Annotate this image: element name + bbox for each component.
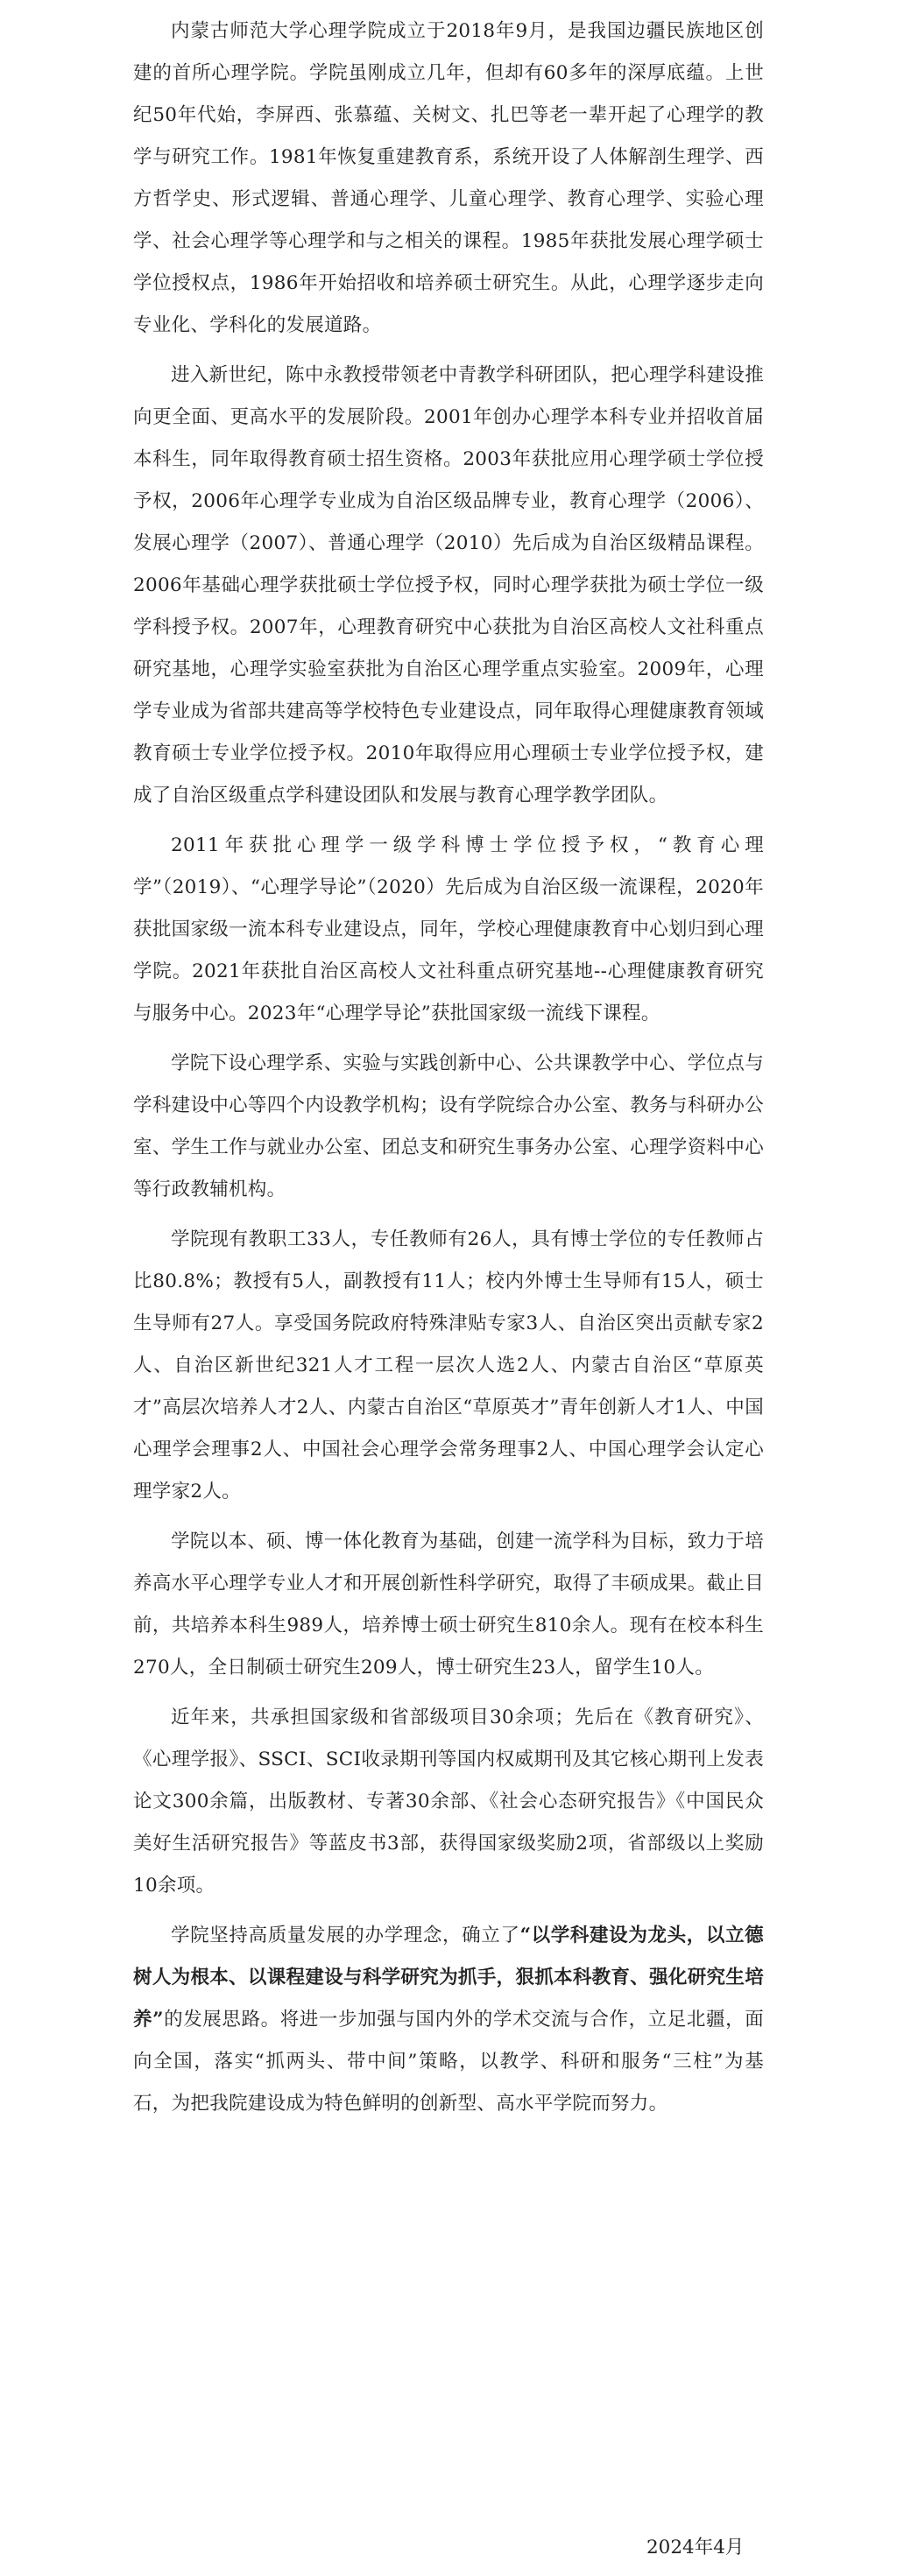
document-date: 2024年4月: [646, 2537, 745, 2558]
paragraph-founding: 内蒙古师范大学心理学院成立于2018年9月，是我国边疆民族地区创建的首所心理学院。学院虽刚成立几年，但却有60多年的深厚底蕴。上世纪50年代始，李屏西、张慕蕴、关树文、扎巴等老一辈开起了心理学的教学与研究工作。1981年恢复重建教育系，系统开设了人体解剖生理学、西方哲学史、形式逻辑、普通心理学、儿童心理学、教育心理学、实验心理学、社会心理学等心理学和与之相关的课程。1985年获批发展心理学硕士学位授权点，1986年开始招收和培养硕士研究生。从此，心理学逐步走向专业化、学科化的发展道路。: [133, 20, 764, 336]
paragraph-new-century: 进入新世纪，陈中永教授带领老中青教学科研团队，把心理学科建设推向更全面、更高水平的发展阶段。2001年创办心理学本科专业并招收首届本科生，同年取得教育硕士招生资格。2003年获批应用心理学硕士学位授予权，2006年心理学专业成为自治区级品牌专业，教育心理学（2006）、发展心理学（2007）、普通心理学（2010）先后成为自治区级精品课程。2006年基础心理学获批硕士学位授予权，同时心理学获批为硕士学位一级学科授予权。2007年，心理教育研究中心获批为自治区高校人文社科重点研究基地，心理学实验室获批为自治区心理学重点实验室。2009年，心理学专业成为省部共建高等学校特色专业建设点，同年取得心理健康教育领域教育硕士专业学位授予权。2010年取得应用心理硕士专业学位授予权，建成了自治区级重点学科建设团队和发展与教育心理学教学团队。: [133, 364, 764, 806]
closing-lead-text: 学院坚持高质量发展的办学理念，确立了: [171, 1925, 520, 1946]
paragraph-research: 近年来，共承担国家级和省部级项目30余项；先后在《教育研究》、《心理学报》、SSCI、SCI收录期刊等国内权威期刊及其它核心期刊上发表论文300余篇，出版教材、专著30余部、《社会心态研究报告》《中国民众美好生活研究报告》等蓝皮书3部，获得国家级奖励2项，省部级以上奖励10余项。: [133, 1707, 764, 1897]
document-body: [133, 11, 764, 2133]
paragraph-doctoral-program: 2011年获批心理学一级学科博士学位授予权，“教育心理学”（2019）、“心理学导论”（2020）先后成为自治区级一流课程，2020年获批国家级一流本科专业建设点，同年，学校心理健康教育中心划归到心理学院。2021年获批自治区高校人文社科重点研究基地--心理健康教育研究与服务中心。2023年“心理学导论”获批国家级一流线下课程。: [133, 834, 764, 1024]
paragraph-organization: 学院下设心理学系、实验与实践创新中心、公共课教学中心、学位点与学科建设中心等四个内设教学机构；设有学院综合办公室、教务与科研办公室、学生工作与就业办公室、团总支和研究生事务办公室、心理学资料中心等行政教辅机构。: [133, 1052, 764, 1200]
closing-tail-text: 的发展思路。将进一步加强与国内外的学术交流与合作，立足北疆，面向全国，落实“抓两头、带中间”策略，以教学、科研和服务“三柱”为基石，为把我院建设成为特色鲜明的创新型、高水平学院而努力。: [133, 2009, 764, 2115]
closing-bold-motto: “以学科建设为龙头，以立德树人为根本、以课程建设与科学研究为抓手，狠抓本科教育、强化研究生培养”: [133, 1925, 764, 2031]
paragraph-faculty: 学院现有教职工33人，专任教师有26人，具有博士学位的专任教师占比80.8%；教授有5人，副教授有11人；校内外博士生导师有15人，硕士生导师有27人。享受国务院政府特殊津贴专家3人、自治区突出贡献专家2人、自治区新世纪321人才工程一层次人选2人、内蒙古自治区“草原英才”高层次培养人才2人、内蒙古自治区“草原英才”青年创新人才1人、中国心理学会理事2人、中国社会心理学会常务理事2人、中国心理学会认定心理学家2人。: [133, 1228, 764, 1503]
paragraph-development-philosophy: [133, 1915, 764, 2125]
paragraph-education: 学院以本、硕、博一体化教育为基础，创建一流学科为目标，致力于培养高水平心理学专业人才和开展创新性科学研究，取得了丰硕成果。截止目前，共培养本科生989人，培养博士硕士研究生810余人。现有在校本科生270人，全日制硕士研究生209人，博士研究生23人，留学生10人。: [133, 1531, 764, 1679]
